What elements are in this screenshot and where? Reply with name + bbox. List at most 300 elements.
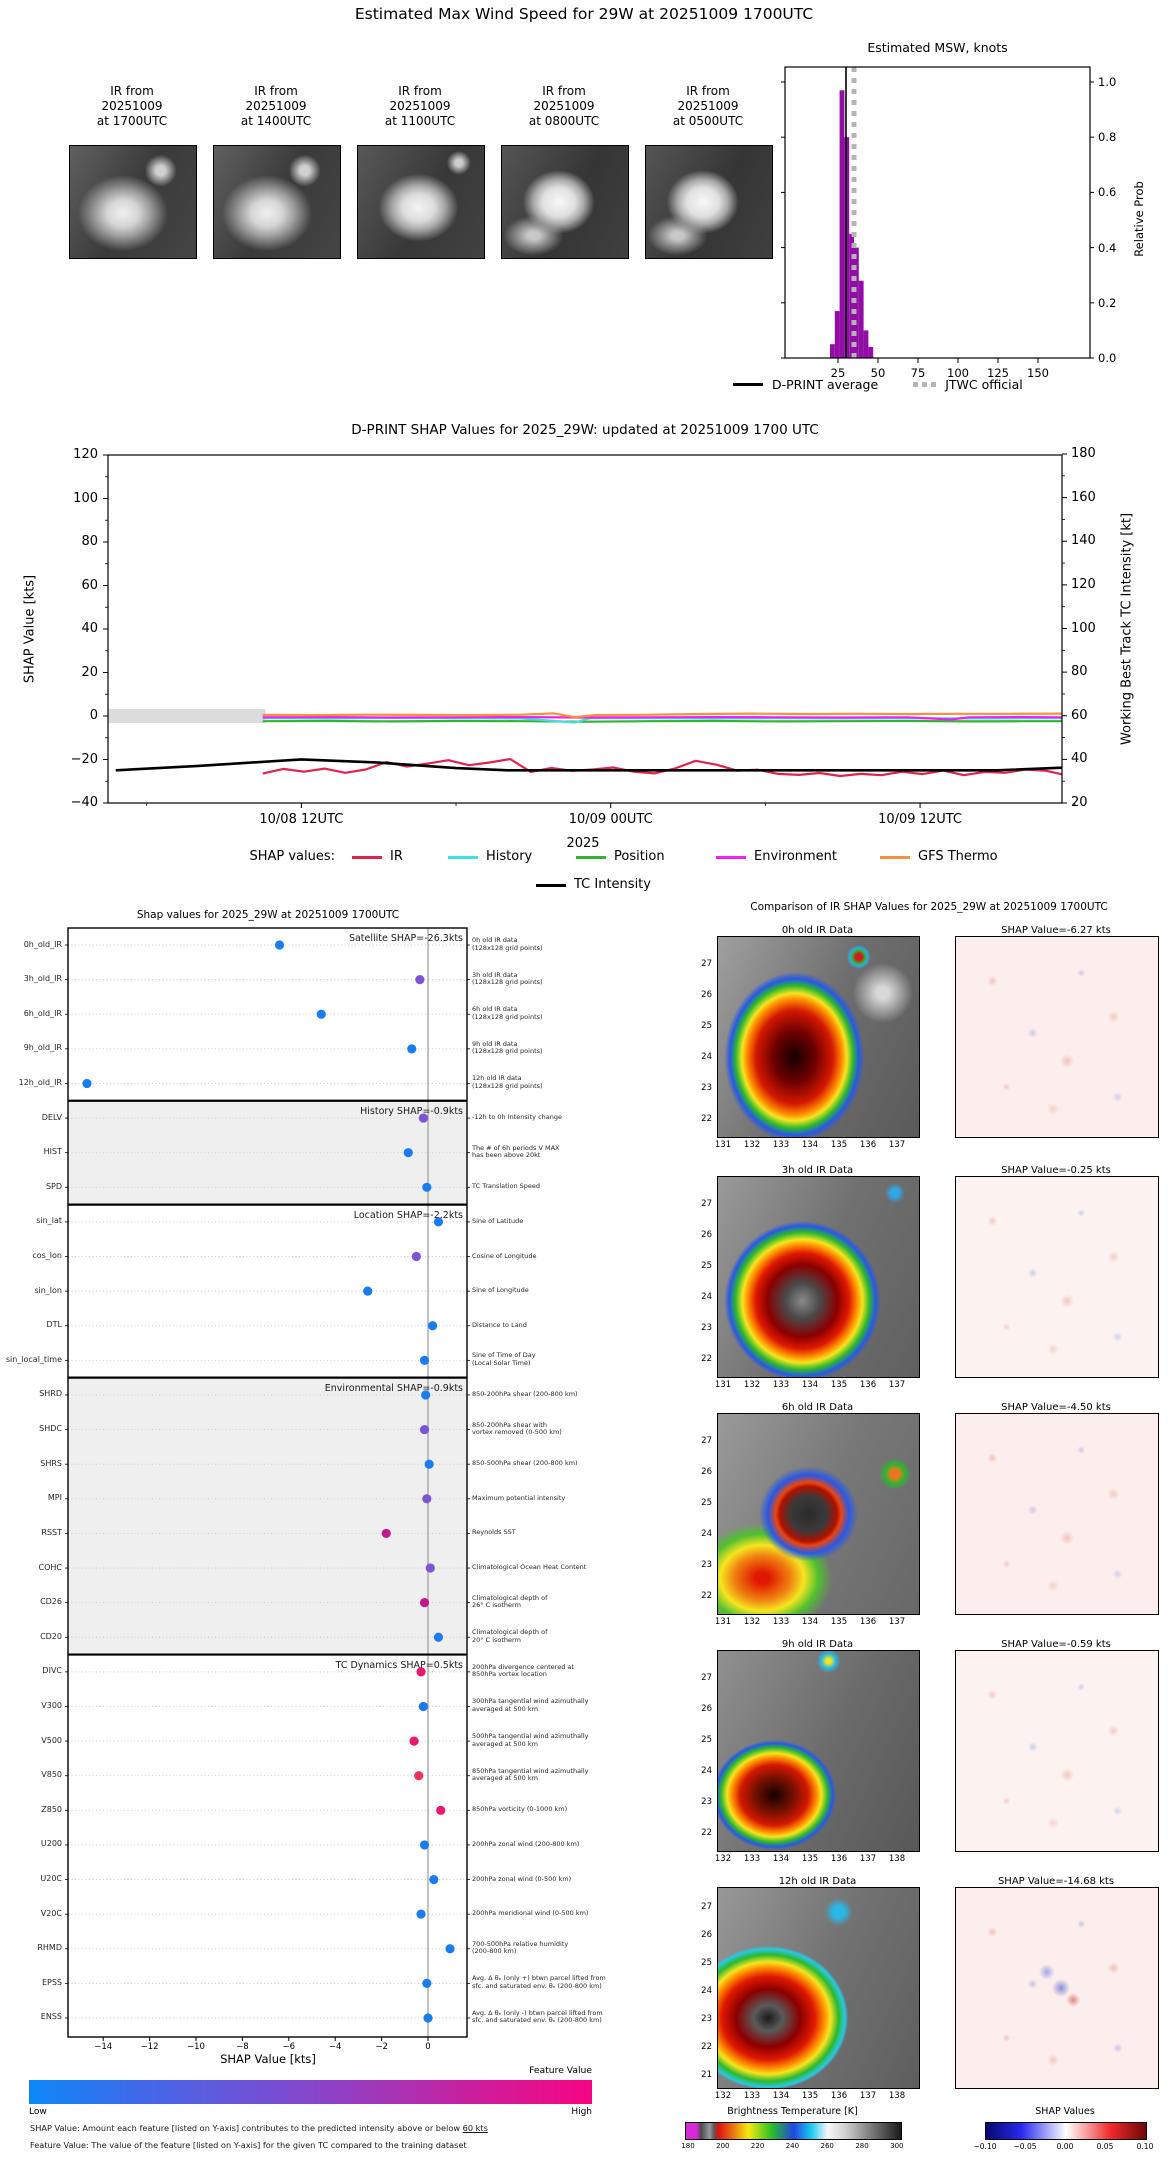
shap-dot-CD26 bbox=[420, 1598, 429, 1607]
feature-desc-line: (200-800 km) bbox=[472, 1947, 517, 1956]
feature-desc-line: 200hPa zonal wind (0-500 km) bbox=[472, 1874, 572, 1883]
lat-tick-label: 25 bbox=[701, 1021, 712, 1031]
shap-dot-MPI bbox=[422, 1494, 431, 1503]
feature-desc-line: 3h old IR data bbox=[472, 970, 518, 979]
lon-tick-label: 137 bbox=[888, 1140, 906, 1150]
ts-ytick-left-label: −20 bbox=[70, 751, 98, 767]
ir-thumbnail bbox=[213, 145, 341, 259]
section-label-4: TC Dynamics SHAP=0.5kts bbox=[335, 1659, 463, 1671]
legend-swatch-environment bbox=[716, 856, 746, 859]
lon-tick-label: 137 bbox=[859, 2091, 877, 2101]
ts-ytick-right-label: 100 bbox=[1071, 620, 1096, 636]
section-label-3: Environmental SHAP=-0.9kts bbox=[324, 1382, 463, 1394]
feature-desc-line: 200hPa meridional wind (0-500 km) bbox=[472, 1909, 589, 1918]
ir-row-title-3: 9h old IR Data bbox=[781, 1639, 854, 1650]
timeseries-ylabel-left: SHAP Value [kts] bbox=[22, 574, 38, 684]
histogram-bar bbox=[840, 90, 845, 358]
feature-desc-line: 850hPa tangential wind azimuthally bbox=[472, 1766, 589, 1775]
shap-row-title-3: SHAP Value=-0.59 kts bbox=[1001, 1639, 1111, 1650]
histogram-bar bbox=[830, 344, 835, 358]
bt-colorbar-tick: 280 bbox=[855, 2142, 869, 2150]
timeseries-legend-title: SHAP values: bbox=[249, 849, 335, 864]
lat-tick-label: 22 bbox=[701, 2042, 712, 2052]
ir-map-3 bbox=[717, 1650, 920, 1852]
lat-tick-label: 23 bbox=[701, 2014, 712, 2024]
footnote-60kts: 60 kts bbox=[462, 2123, 488, 2133]
shap-dot-12h_old_IR bbox=[82, 1079, 91, 1088]
bt-colorbar-title: Brightness Temperature [K] bbox=[727, 2106, 858, 2117]
legend-label-tc-intensity: TC Intensity bbox=[574, 877, 651, 892]
feature-desc-line: TC Translation Speed bbox=[472, 1182, 541, 1191]
caption-line: IR from bbox=[542, 84, 586, 98]
feature-desc-sin_local_time bbox=[472, 1352, 536, 1367]
feature-desc-U20C bbox=[472, 1876, 571, 1884]
feature-desc-V500 bbox=[472, 1733, 589, 1748]
shap-dot-RHMD bbox=[445, 1944, 454, 1953]
shap-xtick-label: −6 bbox=[282, 2042, 296, 2052]
histogram-ytick-label: 0.0 bbox=[1098, 351, 1117, 365]
shap-dot-V20C bbox=[416, 1910, 425, 1919]
shap-dot-CD20 bbox=[434, 1633, 443, 1642]
feature-desc-line: 500hPa tangential wind azimuthally bbox=[472, 1732, 589, 1741]
feature-desc-3h_old_IR bbox=[472, 972, 543, 987]
feature-desc-line: Cosine of Longitude bbox=[472, 1251, 537, 1260]
ir-row-title-2: 6h old IR Data bbox=[781, 1402, 854, 1413]
feature-desc-line: (128x128 grid points) bbox=[472, 1081, 543, 1090]
lon-tick-label: 132 bbox=[743, 1140, 761, 1150]
shap-dot-sin_lon bbox=[363, 1287, 372, 1296]
ts-ytick-left-label: 100 bbox=[73, 490, 98, 506]
shap-xtick-label: −2 bbox=[375, 2042, 388, 2052]
lat-tick-label: 23 bbox=[701, 1560, 712, 1570]
series-position bbox=[263, 721, 1062, 722]
zero-band bbox=[109, 709, 266, 723]
histogram-bar bbox=[864, 330, 869, 358]
lon-tick-label: 134 bbox=[801, 1380, 819, 1390]
lon-tick-label: 136 bbox=[830, 2091, 848, 2101]
ir-map-1 bbox=[717, 1176, 920, 1378]
caption-line: IR from bbox=[254, 84, 298, 98]
bt-colorbar-tick: 260 bbox=[820, 2142, 834, 2150]
caption-line: 20251009 bbox=[245, 99, 307, 113]
timeseries-title: D-PRINT SHAP Values for 2025_29W: updated at 20251009 1700 UTC bbox=[351, 422, 819, 438]
shap-xtick-label: 0 bbox=[425, 2042, 431, 2052]
histogram-ytick-label: 0.6 bbox=[1098, 185, 1117, 200]
ir-thumbnail-caption bbox=[357, 84, 483, 129]
lon-tick-label: 136 bbox=[859, 1617, 877, 1627]
shap-dot-V850 bbox=[414, 1771, 423, 1780]
shap-dot-V500 bbox=[409, 1736, 418, 1745]
ir-thumbnail-caption bbox=[69, 84, 195, 129]
lon-tick-label: 136 bbox=[859, 1140, 877, 1150]
shap-dot-ENSS bbox=[423, 2013, 432, 2022]
ir-map-0 bbox=[717, 936, 920, 1138]
ir-row-title-1: 3h old IR Data bbox=[781, 1165, 854, 1176]
feature-label-V500: V500 bbox=[41, 1735, 62, 1745]
section-label-1: History SHAP=-0.9kts bbox=[360, 1106, 463, 1118]
jtwc-official-swatch bbox=[913, 382, 936, 387]
feature-desc-DTL bbox=[472, 1322, 527, 1330]
histogram-xtick-label: 125 bbox=[987, 366, 1009, 380]
shap-xtick-label: −10 bbox=[187, 2042, 205, 2052]
feature-label-12h_old_IR: 12h_old_IR bbox=[18, 1077, 62, 1087]
histogram-xtick-label: 75 bbox=[910, 366, 926, 380]
timeseries-frame bbox=[108, 455, 1062, 803]
ts-ytick-left-label: 60 bbox=[81, 577, 98, 593]
feature-desc-line: sfc. and saturated env. θₑ (200-800 km) bbox=[472, 2016, 602, 2025]
ts-ytick-left-label: 0 bbox=[89, 708, 98, 723]
feature-desc-line: (128x128 grid points) bbox=[472, 1012, 543, 1021]
feature-desc-SHRS bbox=[472, 1460, 578, 1468]
legend-swatch-tc-intensity bbox=[536, 884, 566, 887]
lat-tick-label: 22 bbox=[701, 1591, 712, 1601]
caption-line: at 1400UTC bbox=[240, 114, 312, 128]
feature-desc-line: Sine of Time of Day bbox=[472, 1351, 536, 1360]
feature-desc-line: Distance to Land bbox=[472, 1320, 527, 1329]
lon-tick-label: 132 bbox=[714, 2091, 732, 2101]
lat-tick-label: 27 bbox=[701, 1902, 712, 1912]
feature-label-Z850: Z850 bbox=[41, 1804, 62, 1814]
section-label-0: Satellite SHAP=-26.3kts bbox=[348, 933, 463, 944]
section-label-2: Location SHAP=-2.2kts bbox=[353, 1209, 463, 1221]
feature-desc-line: Maximum potential intensity bbox=[472, 1493, 566, 1502]
shap-xtick-label: −8 bbox=[236, 2042, 249, 2052]
caption-line: at 0800UTC bbox=[528, 114, 600, 128]
shap-dot-DTL bbox=[428, 1321, 437, 1330]
shap-colorbar-tick: 0.10 bbox=[1136, 2142, 1154, 2151]
lon-tick-label: 138 bbox=[888, 1854, 906, 1864]
lat-tick-label: 25 bbox=[701, 1958, 712, 1968]
feature-desc-line: 850hPa vortex location bbox=[472, 1670, 547, 1679]
lat-tick-label: 22 bbox=[701, 1828, 712, 1838]
lon-tick-label: 131 bbox=[714, 1140, 732, 1150]
feature-label-V850: V850 bbox=[41, 1770, 62, 1780]
feature-label-SPD: SPD bbox=[45, 1181, 62, 1191]
ts-ytick-right-label: 40 bbox=[1071, 751, 1088, 767]
lat-tick-label: 25 bbox=[701, 1498, 712, 1508]
shap-dot-SHDC bbox=[420, 1425, 429, 1434]
legend-label-environment: Environment bbox=[754, 849, 838, 864]
lon-tick-label: 133 bbox=[743, 2091, 761, 2101]
caption-line: 20251009 bbox=[389, 99, 451, 113]
histogram-bar bbox=[849, 234, 854, 358]
histogram-bar bbox=[844, 137, 849, 358]
shap-dot-EPSS bbox=[422, 1979, 431, 1988]
ts-ytick-left-label: −40 bbox=[70, 795, 98, 810]
shap-dot-sin_local_time bbox=[420, 1356, 429, 1365]
lat-tick-label: 27 bbox=[701, 1436, 712, 1446]
lat-tick-label: 25 bbox=[701, 1735, 712, 1745]
ts-ytick-left-label: 20 bbox=[81, 664, 98, 680]
feature-value-colorbar-title: Feature Value bbox=[529, 2065, 592, 2076]
caption-line: at 0500UTC bbox=[672, 114, 744, 128]
ts-ytick-left-label: 80 bbox=[81, 534, 98, 549]
top-title: Estimated Max Wind Speed for 29W at 20251009 1700UTC bbox=[354, 5, 814, 23]
ir-thumbnail bbox=[357, 145, 485, 259]
feature-desc-CD20 bbox=[472, 1629, 547, 1644]
shap-row-title-1: SHAP Value=-0.25 kts bbox=[1001, 1165, 1111, 1176]
feature-desc-line: Sine of Latitude bbox=[472, 1216, 524, 1225]
lat-tick-label: 27 bbox=[701, 1673, 712, 1683]
ir-thumbnail-caption bbox=[501, 84, 627, 129]
lon-tick-label: 135 bbox=[801, 1854, 819, 1864]
lon-tick-label: 138 bbox=[888, 2091, 906, 2101]
lon-tick-label: 135 bbox=[830, 1140, 848, 1150]
feature-desc-CD26 bbox=[472, 1595, 547, 1610]
lon-tick-label: 134 bbox=[801, 1140, 819, 1150]
ts-xtick-label: 10/08 12UTC bbox=[259, 812, 344, 827]
lat-tick-label: 25 bbox=[701, 1261, 712, 1271]
footnote-shap-value bbox=[30, 2123, 488, 2133]
lon-tick-label: 132 bbox=[714, 1854, 732, 1864]
ts-xtick-label: 10/09 00UTC bbox=[568, 812, 653, 827]
lon-tick-label: 134 bbox=[801, 1617, 819, 1627]
caption-line: 20251009 bbox=[533, 99, 595, 113]
feature-desc-line: Climatological depth of bbox=[472, 1628, 548, 1637]
feature-desc-line: Reynolds SST bbox=[472, 1528, 516, 1537]
ts-ytick-left-label: 120 bbox=[73, 447, 98, 462]
shap-dot-3h_old_IR bbox=[415, 975, 424, 984]
shap-dot-cos_lon bbox=[412, 1252, 421, 1261]
lat-tick-label: 21 bbox=[701, 2070, 712, 2080]
bt-colorbar-tick: 180 bbox=[681, 2142, 695, 2150]
lat-tick-label: 26 bbox=[701, 1704, 712, 1714]
feature-label-6h_old_IR: 6h_old_IR bbox=[23, 1008, 62, 1018]
dprint-average-label: D-PRINT average bbox=[772, 377, 879, 392]
feature-desc-line: has been above 20kt bbox=[472, 1151, 541, 1160]
histogram-xtick-label: 100 bbox=[947, 366, 969, 380]
shap-dot-6h_old_IR bbox=[317, 1010, 326, 1019]
feature-desc-9h_old_IR bbox=[472, 1041, 543, 1056]
feature-desc-line: The # of 6h periods V MAX bbox=[472, 1143, 560, 1152]
feature-label-MPI: MPI bbox=[47, 1493, 62, 1503]
feature-desc-DIVC bbox=[472, 1664, 574, 1679]
lon-tick-label: 137 bbox=[888, 1380, 906, 1390]
shap-xtick-label: −12 bbox=[140, 2042, 159, 2052]
lon-tick-label: 135 bbox=[830, 1617, 848, 1627]
ts-ytick-right-label: 180 bbox=[1071, 446, 1096, 461]
lon-tick-label: 137 bbox=[859, 1854, 877, 1864]
feature-desc-line: 850-200hPa shear with bbox=[472, 1420, 547, 1429]
caption-line: IR from bbox=[686, 84, 730, 98]
feature-desc-line: sfc. and saturated env. θₑ (200-800 km) bbox=[472, 1981, 602, 1990]
feature-label-CD20: CD20 bbox=[40, 1631, 62, 1641]
lon-tick-label: 135 bbox=[830, 1380, 848, 1390]
shap-dot-RSST bbox=[382, 1529, 391, 1538]
feature-desc-SPD bbox=[472, 1183, 540, 1191]
shap-map-1 bbox=[955, 1176, 1159, 1378]
lon-tick-label: 134 bbox=[772, 1854, 790, 1864]
feature-label-RSST: RSST bbox=[41, 1527, 62, 1537]
shap-row-title-2: SHAP Value=-4.50 kts bbox=[1001, 1402, 1111, 1413]
feature-desc-line: 9h old IR data bbox=[472, 1039, 518, 1048]
lat-tick-label: 27 bbox=[701, 1199, 712, 1209]
feature-desc-line: vortex removed (0-500 km) bbox=[472, 1428, 562, 1437]
ir-row-title-0: 0h old IR Data bbox=[781, 925, 854, 936]
feature-desc-0h_old_IR bbox=[472, 937, 543, 952]
lon-tick-label: 132 bbox=[743, 1380, 761, 1390]
bt-colorbar-tick: 300 bbox=[890, 2142, 904, 2150]
lon-tick-label: 135 bbox=[801, 2091, 819, 2101]
legend-swatch-position bbox=[576, 856, 606, 859]
feature-label-SHRD: SHRD bbox=[39, 1389, 62, 1399]
caption-line: 20251009 bbox=[677, 99, 739, 113]
feature-desc-line: 0h old IR data bbox=[472, 936, 518, 944]
shap-dot-U200 bbox=[420, 1840, 429, 1849]
shap-dot-U20C bbox=[429, 1875, 438, 1884]
ir-thumbnail bbox=[501, 145, 629, 259]
feature-desc-line: 26° C isotherm bbox=[472, 1601, 521, 1610]
feature-label-9h_old_IR: 9h_old_IR bbox=[23, 1043, 62, 1053]
shap-dot-SPD bbox=[422, 1183, 431, 1192]
feature-desc-MPI bbox=[472, 1495, 565, 1503]
shap-colorbar-tick: −0.10 bbox=[973, 2142, 997, 2151]
lat-tick-label: 22 bbox=[701, 1354, 712, 1364]
feature-label-ENSS: ENSS bbox=[40, 2012, 62, 2022]
lon-tick-label: 133 bbox=[772, 1140, 790, 1150]
legend-swatch-ir bbox=[352, 856, 382, 859]
lat-tick-label: 24 bbox=[701, 1292, 712, 1302]
feature-label-sin_lon: sin_lon bbox=[34, 1285, 62, 1295]
feature-value-high-label: High bbox=[571, 2107, 592, 2117]
shap-row-title-4: SHAP Value=-14.68 kts bbox=[997, 1876, 1115, 1887]
feature-desc-line: 850hPa vorticity (0-1000 km) bbox=[472, 1805, 568, 1814]
feature-label-sin_lat: sin_lat bbox=[36, 1216, 62, 1226]
feature-desc-sin_lat bbox=[472, 1218, 523, 1226]
lon-tick-label: 132 bbox=[743, 1617, 761, 1627]
lon-tick-label: 133 bbox=[772, 1617, 790, 1627]
timeseries-ylabel-right: Working Best Track TC Intensity [kt] bbox=[1119, 512, 1135, 746]
feature-desc-V850 bbox=[472, 1768, 589, 1783]
lon-tick-label: 134 bbox=[772, 2091, 790, 2101]
lat-tick-label: 22 bbox=[701, 1114, 712, 1124]
feature-desc-line: 20° C isotherm bbox=[472, 1635, 521, 1644]
feature-desc-line: 200hPa divergence centered at bbox=[472, 1662, 574, 1671]
ir-thumbnail bbox=[645, 145, 773, 259]
footnote-shap-value-text: SHAP Value: Amount each feature [listed on Y-axis] contributes to the predicted intensity above or below bbox=[30, 2123, 463, 2133]
shap-colorbar-tick: 0.05 bbox=[1096, 2142, 1114, 2151]
ts-ytick-right-label: 60 bbox=[1071, 707, 1088, 723]
jtwc-official-label: JTWC official bbox=[945, 377, 1023, 392]
histogram-frame bbox=[785, 67, 1090, 358]
bt-colorbar bbox=[685, 2122, 902, 2140]
shap-dot-Z850 bbox=[436, 1806, 445, 1815]
feature-label-CD26: CD26 bbox=[40, 1597, 62, 1607]
feature-label-DTL: DTL bbox=[46, 1320, 62, 1330]
histogram-ytick-label: 0.2 bbox=[1098, 295, 1117, 310]
shap-row-title-0: SHAP Value=-6.27 kts bbox=[1001, 925, 1111, 936]
feature-desc-Z850 bbox=[472, 1806, 567, 1814]
shap-dot-V300 bbox=[419, 1702, 428, 1711]
feature-label-RHMD: RHMD bbox=[37, 1943, 62, 1953]
ts-ytick-right-label: 120 bbox=[1071, 576, 1096, 592]
feature-label-cos_lon: cos_lon bbox=[32, 1251, 62, 1261]
lat-tick-label: 24 bbox=[701, 1766, 712, 1776]
lon-tick-label: 136 bbox=[859, 1380, 877, 1390]
feature-desc-line: (Local Solar Time) bbox=[472, 1358, 531, 1367]
caption-line: at 1100UTC bbox=[384, 114, 456, 128]
feature-label-DIVC: DIVC bbox=[42, 1666, 62, 1676]
feature-desc-cos_lon bbox=[472, 1253, 537, 1261]
feature-value-colorbar bbox=[29, 2080, 592, 2104]
lon-tick-label: 133 bbox=[743, 1854, 761, 1864]
section-shading bbox=[68, 1378, 467, 1655]
caption-line: at 1700UTC bbox=[96, 114, 168, 128]
legend-label-gfs-thermo: GFS Thermo bbox=[918, 849, 998, 864]
lat-tick-label: 26 bbox=[701, 990, 712, 1000]
feature-desc-line: (128x128 grid points) bbox=[472, 978, 543, 987]
feature-label-3h_old_IR: 3h_old_IR bbox=[23, 974, 62, 984]
lat-tick-label: 26 bbox=[701, 1467, 712, 1477]
shap-plot-title: Shap values for 2025_29W at 20251009 1700UTC bbox=[136, 909, 400, 921]
lon-tick-label: 131 bbox=[714, 1380, 732, 1390]
histogram-ylabel: Relative Prob bbox=[1132, 181, 1146, 257]
lat-tick-label: 24 bbox=[701, 1052, 712, 1062]
feature-desc-line: 12h old IR data bbox=[472, 1074, 522, 1083]
feature-label-HIST: HIST bbox=[43, 1147, 62, 1157]
ir-row-title-4: 12h old IR Data bbox=[778, 1876, 857, 1887]
feature-desc-line: -12h to 0h Intensity change bbox=[472, 1113, 562, 1122]
feature-desc-ENSS bbox=[472, 2010, 603, 2025]
feature-desc-line: 6h old IR data bbox=[472, 1005, 518, 1014]
lat-tick-label: 27 bbox=[701, 959, 712, 969]
histogram-xtick-label: 50 bbox=[870, 366, 886, 380]
feature-label-0h_old_IR: 0h_old_IR bbox=[23, 939, 62, 949]
bt-colorbar-tick: 220 bbox=[750, 2142, 765, 2150]
feature-label-V300: V300 bbox=[41, 1700, 62, 1710]
lat-tick-label: 24 bbox=[701, 1986, 712, 1996]
legend-label-position: Position bbox=[614, 849, 665, 864]
feature-desc-V300 bbox=[472, 1698, 589, 1713]
feature-desc-line: averaged at 500 km bbox=[472, 1774, 538, 1783]
feature-desc-line: Climatological Ocean Heat Content bbox=[472, 1563, 587, 1572]
timeseries-year-label: 2025 bbox=[566, 836, 600, 851]
shap-map-0 bbox=[955, 936, 1159, 1138]
feature-desc-12h_old_IR bbox=[472, 1075, 543, 1090]
lat-tick-label: 26 bbox=[701, 1930, 712, 1940]
lon-tick-label: 136 bbox=[830, 1854, 848, 1864]
feature-desc-DELV bbox=[472, 1114, 562, 1122]
legend-swatch-history bbox=[448, 856, 478, 859]
lat-tick-label: 26 bbox=[701, 1230, 712, 1240]
shap-colorbar-tick: −0.05 bbox=[1013, 2142, 1037, 2151]
feature-label-U200: U200 bbox=[40, 1839, 62, 1849]
feature-label-SHRS: SHRS bbox=[40, 1458, 62, 1468]
ir-thumbnail-caption bbox=[213, 84, 339, 129]
feature-desc-HIST bbox=[472, 1145, 560, 1160]
feature-desc-EPSS bbox=[472, 1975, 606, 1990]
shap-dot-SHRS bbox=[425, 1460, 434, 1469]
lon-tick-label: 137 bbox=[888, 1617, 906, 1627]
feature-desc-COHC bbox=[472, 1564, 586, 1572]
feature-desc-SHDC bbox=[472, 1422, 562, 1437]
shap-colorbar-tick: 0.00 bbox=[1056, 2142, 1074, 2151]
legend-swatch-gfs-thermo bbox=[880, 856, 910, 859]
dprint-average-line-swatch bbox=[733, 383, 763, 386]
ts-ytick-right-label: 20 bbox=[1071, 795, 1088, 810]
feature-desc-line: 700-500hPa relative humidity bbox=[472, 1939, 569, 1948]
ts-ytick-left-label: 40 bbox=[81, 621, 98, 636]
feature-label-EPSS: EPSS bbox=[41, 1977, 62, 1987]
feature-desc-line: averaged at 500 km bbox=[472, 1739, 538, 1748]
feature-desc-line: Avg. Δ θₑ (only -) btwn parcel lifted from bbox=[472, 2008, 603, 2017]
footnote-feature-value: Feature Value: The value of the feature [listed on Y-axis] for the given TC compared to the training dataset bbox=[30, 2140, 467, 2150]
lat-tick-label: 24 bbox=[701, 1529, 712, 1539]
histogram-bar bbox=[835, 311, 840, 358]
ts-ytick-right-label: 140 bbox=[1071, 533, 1096, 549]
caption-line: IR from bbox=[398, 84, 442, 98]
shap-colorbar bbox=[985, 2122, 1147, 2140]
